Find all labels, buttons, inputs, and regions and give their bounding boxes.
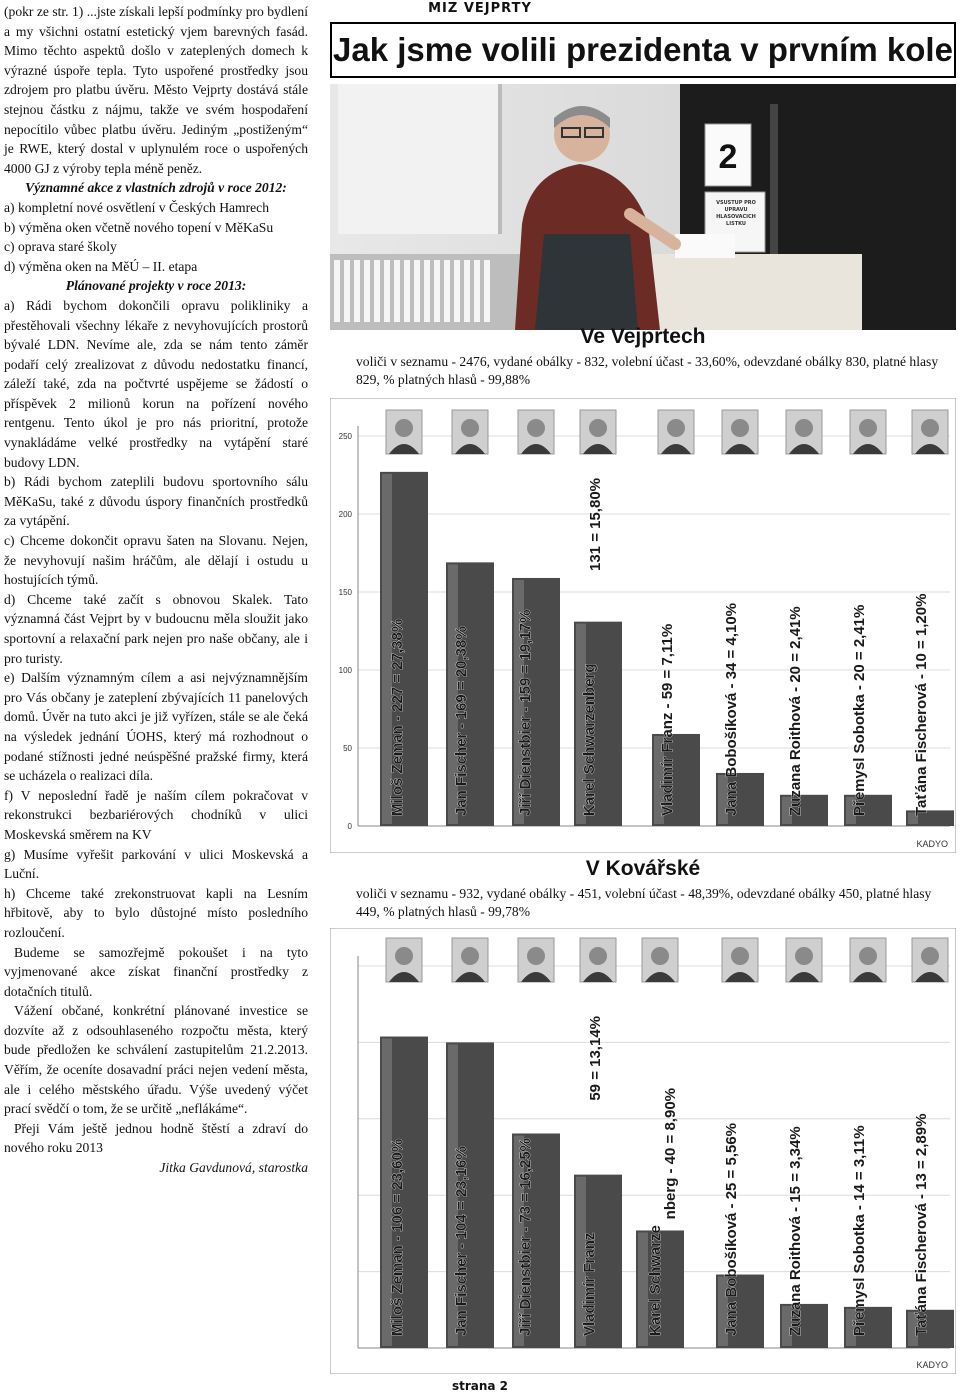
bar-label: 59 = 13,14% xyxy=(587,1016,604,1101)
bar-label: Jiří Dienstbier - 159 = 19,17% xyxy=(517,609,534,816)
portrait-head xyxy=(795,947,813,965)
candidate-portrait-icon xyxy=(850,938,886,982)
article-paragraph: h) Chceme také zrekonstruovat kapli na Lesním hřbitově, aby to bylo důstojné místo posledního rozloučení. xyxy=(4,885,308,940)
section-label: MIZ VEJPRTY xyxy=(428,1,532,16)
y-tick-label: 250 xyxy=(338,432,352,441)
candidate-portrait-icon xyxy=(518,938,554,982)
portrait-head xyxy=(527,947,545,965)
candidate-portrait-icon xyxy=(722,410,758,454)
portrait-head xyxy=(667,419,685,437)
bar-chart-kovarska xyxy=(330,928,956,1374)
portrait-head xyxy=(921,947,939,965)
source-label: KADYO xyxy=(916,1360,948,1370)
bar-label: 131 = 15,80% xyxy=(587,478,604,571)
article-paragraph: c) Chceme dokončit opravu šaten na Slovanu. Nejen, že nevyhovují našim hráčům, ale dělají i ostudu u hostujících týmů. xyxy=(4,533,308,588)
portrait-head xyxy=(795,419,813,437)
portrait-head xyxy=(395,419,413,437)
portrait-head xyxy=(651,947,669,965)
article-paragraph: (pokr ze str. 1) ...jste získali lepší podmínky pro bydlení a my všichni ostatní estetický vjem barevných fasád. Mimo těchto aspektů došlo v zateplených domech k výrazné úspoře tepla. Tyto uspořené prostředky jsou zdrojem pro platbu úvěru. Město Vejprty dostává stále stejnou částku z nájmu, takže ve svém hospodaření nepocítilo vůbec platbu úvěru. Jediným „postiženým“ je RWE, který dostal v uplynulém roce o uspořených 4000 GJ z výroby tepla méně peněz. xyxy=(4,4,308,176)
candidate-portrait-icon xyxy=(786,410,822,454)
candidate-portrait-icon xyxy=(722,938,758,982)
article-paragraph: e) Dalším významným cílem a asi nejvýznamnějším pro Vás občany je zateplení zbývajících 11 panelových domů. Úvěr na tuto akci je již vyřízen, stále se ale čeká na výsledek jednání ÚOHS, který má rozhodnout o podané stížnosti jedné neúspěšné pražské firmy, která se ucházela o realizaci díla. xyxy=(4,670,308,784)
article-paragraph: Vážení občané, konkrétní plánované investice se dozvíte až z odsouhlaseného rozpočtu města, který bude předložen ke schválení zastupitelům 21.2.2013. Věřím, že oceníte dosavadní práci nejen vedení města, ale i celého městského úřadu. Výše uvedený výčet prací svědčí o tom, že se určitě „neflákáme“. xyxy=(4,1003,308,1117)
voting-photo xyxy=(330,84,956,330)
bar-label: Jan Fischer - 169 = 20,38% xyxy=(453,626,470,816)
portrait-head xyxy=(461,419,479,437)
bar-label: Miloš Zeman - 227 = 27,38% xyxy=(389,618,406,816)
y-tick-label: 100 xyxy=(338,666,352,675)
subheading-2013: Plánované projekty v roce 2013: xyxy=(65,278,247,294)
ballot-number: 2 xyxy=(718,138,738,176)
bar-label: Jana Bobošíková - 25 = 5,56% xyxy=(723,1122,740,1336)
section-summary-kovarska: voliči v seznamu - 932, vydané obálky - 451, volební účast - 48,39%, odevzdané obálky 450, platné hlasy 449, % platných hlasů - 99,78% xyxy=(356,886,932,919)
section-title-vejprty: Ve Vejprtech xyxy=(580,325,706,348)
portrait-head xyxy=(731,947,749,965)
bar-label: Taťána Fischerová - 13 = 2,89% xyxy=(913,1113,930,1336)
article-paragraph: c) oprava staré školy xyxy=(4,239,117,255)
bar-label: Jana Bobošíková - 34 = 4,10% xyxy=(723,602,740,816)
bar-chart-vejprty xyxy=(330,398,956,853)
headline: Jak jsme volili prezidenta v prvním kole xyxy=(330,22,956,78)
candidate-portrait-icon xyxy=(912,410,948,454)
portrait-head xyxy=(921,419,939,437)
bar-label: Přemysl Sobotka - 20 = 2,41% xyxy=(851,604,868,816)
candidate-portrait-icon xyxy=(518,410,554,454)
chart-svg xyxy=(330,398,956,853)
article-paragraph: f) V neposlední řadě je naším cílem pokračovat v rekonstrukci bezbariérových chodníků v ulici Moskevská směrem na KV xyxy=(4,787,308,842)
candidate-portrait-icon xyxy=(912,938,948,982)
portrait-head xyxy=(859,947,877,965)
subheading-2012: Významné akce z vlastních zdrojů v roce 2012: xyxy=(25,180,287,196)
candidate-portrait-icon xyxy=(580,410,616,454)
candidate-portrait-icon xyxy=(642,938,678,982)
article-paragraph: Přeji Vám ještě jednou hodně štěstí a zdraví do nového roku 2013 xyxy=(4,1120,308,1156)
article-paragraph: a) kompletní nové osvětlení v Českých Hamrech xyxy=(4,199,270,215)
portrait-head xyxy=(395,947,413,965)
article-paragraph: g) Musíme vyřešit parkování v ulici Moskevská a Luční. xyxy=(4,846,308,882)
chart-svg xyxy=(330,928,956,1374)
bar-label: Miloš Zeman - 106 = 23,60% xyxy=(389,1138,406,1336)
article-paragraph: b) Rádi bychom zateplili budovu sportovního sálu MěKaSu, také z důvodu úspory finančních prostředků za vytápění. xyxy=(4,474,308,529)
bar-label: Karel Schwarzenberg xyxy=(581,663,598,816)
candidate-portrait-icon xyxy=(850,410,886,454)
candidate-portrait-icon xyxy=(386,938,422,982)
bar-label: Vladimír Franz xyxy=(581,1232,598,1336)
source-label: KADYO xyxy=(916,839,948,849)
portrait-head xyxy=(589,947,607,965)
urn-sign: VSUSTUP PRO UPRAVU HLASOVACICH LISTKU xyxy=(716,200,756,227)
portrait-head xyxy=(731,419,749,437)
y-tick-label: 0 xyxy=(347,822,352,831)
candidate-portrait-icon xyxy=(452,410,488,454)
y-tick-label: 50 xyxy=(343,744,352,753)
section-summary-vejprty: voliči v seznamu - 2476, vydané obálky - 832, volební účast - 33,60%, odevzdané obálky 830, platné hlasy 829, % platných hlasů - 99,88% xyxy=(356,354,939,387)
bar-label: Zuzana Roithová - 20 = 2,41% xyxy=(787,606,804,816)
section-title-kovarska: V Kovářské xyxy=(585,857,701,880)
page-number: strana 2 xyxy=(451,1379,509,1393)
article-paragraph: d) výměna oken na MěÚ – II. etapa xyxy=(4,258,198,274)
article-paragraph: b) výměna oken včetně nového topení v MěKaSu xyxy=(4,219,274,235)
portrait-head xyxy=(527,419,545,437)
bar-label: Vladimír Franz - 59 = 7,11% xyxy=(659,623,676,816)
candidate-portrait-icon xyxy=(658,410,694,454)
bar-label: nberg - 40 = 8,90% xyxy=(662,1088,679,1220)
candidate-portrait-icon xyxy=(386,410,422,454)
article-paragraph: d) Chceme také začít s obnovou Skalek. Tato významná část Vejprt by v budoucnu měla sloužit jako sportovní a relaxační park nejen pro naše občany, ale i pro turisty. xyxy=(4,591,308,666)
candidate-portrait-icon xyxy=(786,938,822,982)
bar-label: Zuzana Roithová - 15 = 3,34% xyxy=(787,1126,804,1336)
candidate-portrait-icon xyxy=(580,938,616,982)
bar-label: Jiří Dienstbier - 73 = 16,25% xyxy=(517,1137,534,1336)
article-paragraph: Budeme se samozřejmě pokoušet i na tyto vyjmenované akce získat finanční prostředky z dotačních titulů. xyxy=(4,944,308,999)
portrait-head xyxy=(589,419,607,437)
bar-label: Jan Fischer - 104 = 23,16% xyxy=(453,1146,470,1336)
portrait-head xyxy=(859,419,877,437)
bar-label: Karel Schwarze xyxy=(647,1225,664,1336)
y-tick-label: 150 xyxy=(338,588,352,597)
voting-photo-illustration xyxy=(330,84,956,330)
y-tick-label: 200 xyxy=(338,510,352,519)
candidate-portrait-icon xyxy=(452,938,488,982)
bar-label: Taťána Fischerová - 10 = 1,20% xyxy=(913,593,930,816)
portrait-head xyxy=(461,947,479,965)
article-paragraph: a) Rádi bychom dokončili opravu polikliniky a přestěhovali všechny lékaře z nevyhovujících prostorů bývalé LDN. Nevíme ale, zda se nám tento záměr podaří celý zrealizovat z důvodu nedostatku financí, záleží také, zda na počtvrté uspějeme se žádostí o příspěvek 2 milionů korun na pořízení nového rentgenu. Tento úkol je pro nás prioritní, protože vynakládáme velké prostředky na vytápění staré budovy LDN. xyxy=(4,297,308,470)
article-column xyxy=(4,2,308,1178)
signature: Jitka Gavdunová, starostka xyxy=(159,1160,308,1176)
bar-label: Přemysl Sobotka - 14 = 3,11% xyxy=(851,1125,868,1336)
